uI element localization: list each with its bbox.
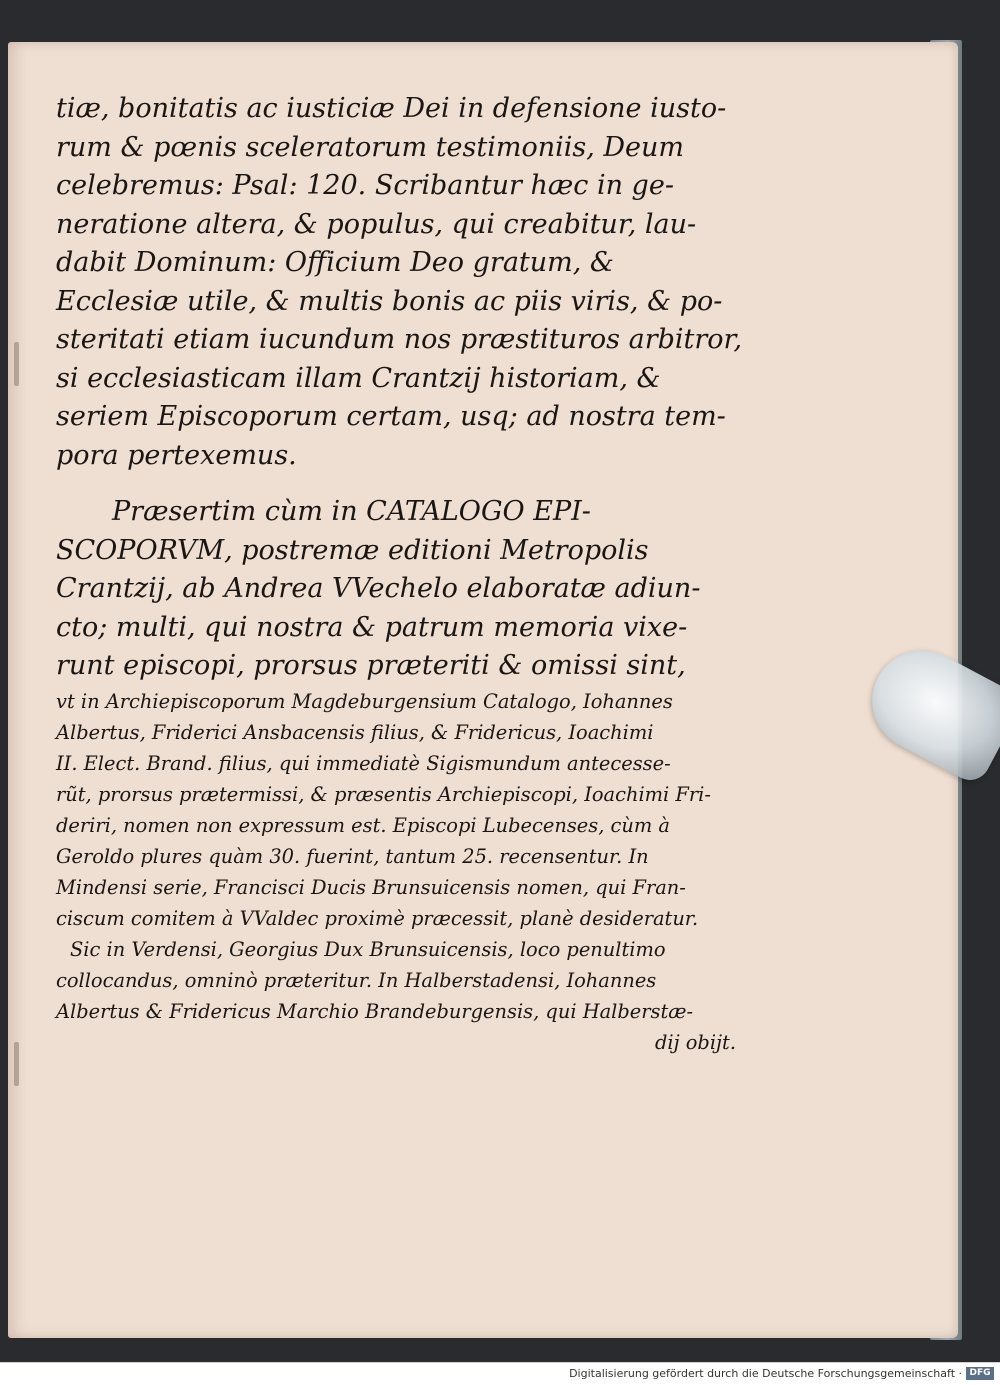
page-text xyxy=(56,90,743,1058)
text-line: deriri, nomen non expressum est. Episcopi Lubecenses, cùm à xyxy=(56,813,670,837)
text-line: Albertus, Friderici Ansbacensis filius, & Fridericus, Ioachimi xyxy=(56,720,654,744)
paragraph-4 xyxy=(56,934,736,1058)
dfg-logo-icon[interactable]: DFG xyxy=(966,1367,994,1380)
paragraph-3 xyxy=(56,686,736,934)
text-line: steritati etiam iucundum nos præstituros arbitror, xyxy=(56,324,743,355)
catchword: dij obijt. xyxy=(654,1030,736,1054)
text-line: si ecclesiasticam illam Crantzij historiam, & xyxy=(56,362,661,394)
text-line: II. Elect. Brand. filius, qui immediatè Sigismundum antecesse- xyxy=(56,751,671,775)
text-line: ciscum comitem à VValdec proximè præcessit, planè desideratur. xyxy=(56,906,699,930)
binding-mark xyxy=(14,342,19,386)
text-line: Geroldo plures quàm 30. fuerint, tantum 25. recensentur. In xyxy=(56,844,649,868)
text-line: collocandus, omninò præteritur. In Halberstadensi, Iohannes xyxy=(56,968,657,992)
text-line: Sic in Verdensi, Georgius Dux Brunsuicensis, loco penultimo xyxy=(70,937,666,961)
text-line: pora pertexemus. xyxy=(56,439,297,471)
text-line: Præsertim cùm in CATALOGO EPI- xyxy=(112,496,591,527)
text-line: seriem Episcoporum certam, usq; ad nostra tem- xyxy=(56,401,726,432)
text-line: rum & pœnis sceleratorum testimoniis, Deum xyxy=(56,131,685,163)
paragraph-2 xyxy=(56,493,736,686)
text-line: rũt, prorsus prætermissi, & præsentis Archiepiscopi, Ioachimi Fri- xyxy=(56,782,711,806)
text-line: Mindensi serie, Francisci Ducis Brunsuicensis nomen, qui Fran- xyxy=(56,875,686,899)
text-line: celebremus: Psal: 120. Scribantur hæc in ge- xyxy=(56,170,674,201)
text-line: Ecclesiæ utile, & multis bonis ac piis viris, & po- xyxy=(56,285,723,317)
binding-mark xyxy=(14,1042,19,1086)
text-line: dabit Dominum: Officium Deo gratum, & xyxy=(56,247,614,278)
footer-bar xyxy=(0,1362,1000,1385)
funding-credit[interactable]: Digitalisierung gefördert durch die Deutsche Forschungsgemeinschaft · xyxy=(569,1367,962,1380)
text-line: runt episcopi, prorsus præteriti & omissi sint, xyxy=(56,650,686,681)
text-line: tiæ, bonitatis ac iusticiæ Dei in defensione iusto- xyxy=(56,93,727,124)
text-line: Albertus & Fridericus Marchio Brandeburgensis, qui Halberstæ- xyxy=(56,999,694,1023)
text-line: cto; multi, qui nostra & patrum memoria vixe- xyxy=(56,611,688,643)
text-line: neratione altera, & populus, qui creabitur, lau- xyxy=(56,208,697,240)
text-line: SCOPORVM, postremæ editioni Metropolis xyxy=(56,534,649,566)
paragraph-1 xyxy=(56,90,743,475)
text-line: vt in Archiepiscoporum Magdeburgensium Catalogo, Iohannes xyxy=(56,689,673,713)
text-line: Crantzij, ab Andrea VVechelo elaboratæ adiun- xyxy=(56,573,701,604)
paragraph-spacer xyxy=(56,475,736,493)
